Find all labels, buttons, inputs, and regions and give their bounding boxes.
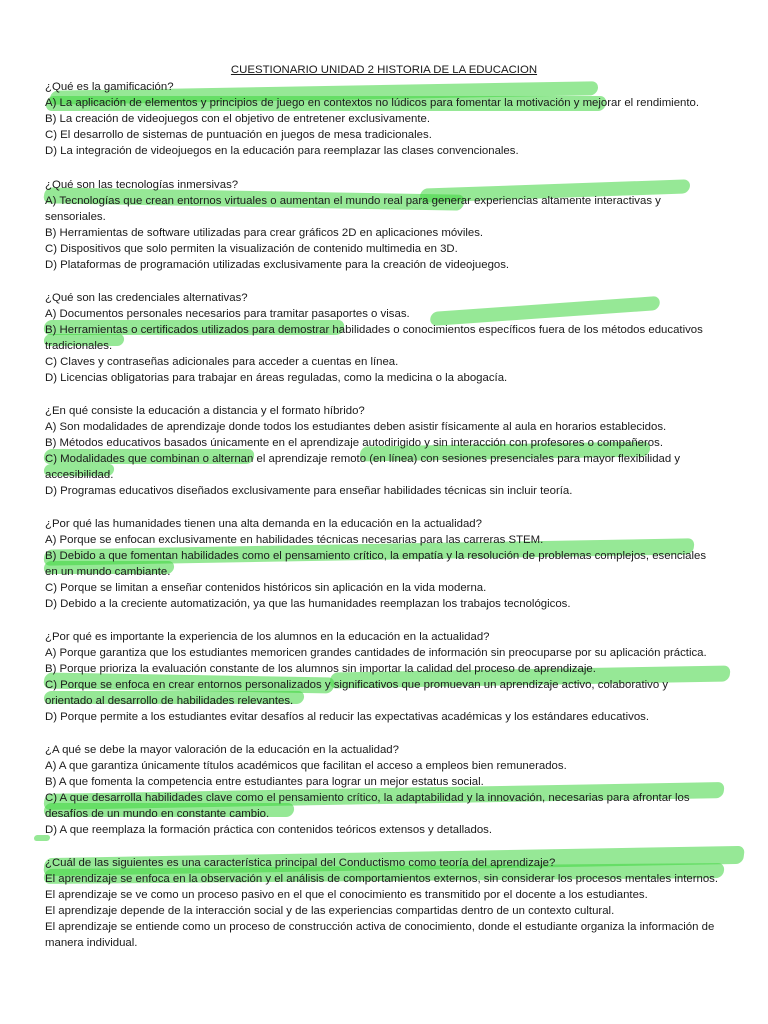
question-4: ¿En qué consiste la educación a distancia y el formato híbrido?	[45, 405, 365, 417]
q4-option-c-cont: accesibilidad.	[45, 469, 114, 481]
q3-option-b-cont: tradicionales.	[45, 340, 113, 352]
q8-option-4: El aprendizaje se entiende como un proceso de construcción activa de conocimiento, donde el estudiante organiza la información de	[45, 921, 715, 933]
q5-option-a: A) Porque se enfocan exclusivamente en habilidades técnicas necesarias para las carreras STEM.	[45, 534, 544, 546]
page-title: CUESTIONARIO UNIDAD 2 HISTORIA DE LA EDUCACION	[230, 64, 538, 76]
q3-option-a: A) Documentos personales necesarios para tramitar pasaportes o visas.	[45, 308, 410, 320]
question-8: ¿Cuál de las siguientes es una característica principal del Conductismo como teoría del aprendizaje?	[45, 857, 556, 869]
q8-option-2: El aprendizaje se ve como un proceso pasivo en el que el conocimiento es transmitido por el docente a los estudiantes.	[45, 889, 648, 901]
q2-option-c: C) Dispositivos que solo permiten la visualización de contenido multimedia en 3D.	[45, 243, 458, 255]
q8-option-4-cont: manera individual.	[45, 937, 138, 949]
question-6: ¿Por qué es importante la experiencia de los alumnos en la educación en la actualidad?	[45, 631, 490, 643]
q7-option-c-cont: desafíos de un mundo en constante cambio.	[45, 808, 270, 820]
q3-option-c: C) Claves y contraseñas adicionales para acceder a cuentas en línea.	[45, 356, 399, 368]
q1-option-c: C) El desarrollo de sistemas de puntuación en juegos de mesa tradicionales.	[45, 129, 432, 141]
q2-option-b: B) Herramientas de software utilizadas para crear gráficos 2D en aplicaciones móviles.	[45, 227, 484, 239]
q7-option-c: C) A que desarrolla habilidades clave como el pensamiento crítico, la adaptabilidad y la innovación, necesarias para afrontar los	[45, 792, 690, 804]
q7-option-a: A) A que garantiza únicamente títulos académicos que facilitan el acceso a empleos bien remunerados.	[45, 760, 567, 772]
q2-option-a-cont: sensoriales.	[45, 211, 106, 223]
question-1: ¿Qué es la gamificación?	[45, 81, 174, 93]
q1-option-d: D) La integración de videojuegos en la educación para reemplazar las clases convencionales.	[45, 145, 519, 157]
q7-option-b: B) A que fomenta la competencia entre estudiantes para lograr un mejor estatus social.	[45, 776, 484, 788]
q7-option-d: D) A que reemplaza la formación práctica con contenidos teóricos extensos y detallados.	[45, 824, 493, 836]
q5-option-d: D) Debido a la creciente automatización, ya que las humanidades reemplazan los trabajos tecnológicos.	[45, 598, 571, 610]
q6-option-c: C) Porque se enfoca en crear entornos personalizados y significativos que promuevan un aprendizaje activo, colaborativo y	[45, 679, 669, 691]
question-2: ¿Qué son las tecnologías inmersivas?	[45, 179, 239, 191]
q4-option-d: D) Programas educativos diseñados exclusivamente para enseñar habilidades técnicas sin incluir teoría.	[45, 485, 573, 497]
q5-option-c: C) Porque se limitan a enseñar contenidos históricos sin aplicación en la vida moderna.	[45, 582, 487, 594]
q6-option-c-cont: orientado al desarrollo de habilidades relevantes.	[45, 695, 294, 707]
q6-option-b: B) Porque prioriza la evaluación constante de los alumnos sin importar la calidad del proceso de aprendizaje.	[45, 663, 596, 675]
q2-option-d: D) Plataformas de programación utilizadas exclusivamente para la creación de videojuegos.	[45, 259, 510, 271]
q4-option-c: C) Modalidades que combinan o alternan el aprendizaje remoto (en línea) con sesiones presenciales para mayor flexibilidad y	[45, 453, 681, 465]
question-7: ¿A qué se debe la mayor valoración de la educación en la actualidad?	[45, 744, 399, 756]
q8-option-1: El aprendizaje se enfoca en la observación y el análisis de comportamientos externos, sin considerar los procesos mentales internos.	[45, 873, 719, 885]
q4-option-a: A) Son modalidades de aprendizaje donde todos los estudiantes deben asistir físicamente al aula en horarios establecidos.	[45, 421, 667, 433]
q5-option-b: B) Debido a que fomentan habilidades como el pensamiento crítico, la empatía y la resolución de problemas complejos, esenciales	[45, 550, 707, 562]
q3-option-b: B) Herramientas o certificados utilizados para demostrar habilidades o conocimientos específicos fuera de los métodos educativos	[45, 324, 703, 336]
q2-option-a: A) Tecnologías que crean entornos virtuales o aumentan el mundo real para generar experiencias altamente interactivas y	[45, 195, 661, 207]
q3-option-d: D) Licencias obligatorias para trabajar en áreas reguladas, como la medicina o la abogacía.	[45, 372, 508, 384]
q5-option-b-cont: en un mundo cambiante.	[45, 566, 171, 578]
q1-option-a: A) La aplicación de elementos y principios de juego en contextos no lúdicos para fomentar la motivación y mejorar el rendimiento.	[45, 97, 700, 109]
q8-option-3: El aprendizaje depende de la interacción social y de las experiencias compartidas dentro de un contexto cultural.	[45, 905, 615, 917]
question-5: ¿Por qué las humanidades tienen una alta demanda en la educación en la actualidad?	[45, 518, 482, 530]
q6-option-d: D) Porque permite a los estudiantes evitar desafíos al reducir las expectativas académicas y los estándares educativos.	[45, 711, 650, 723]
question-3: ¿Qué son las credenciales alternativas?	[45, 292, 248, 304]
q6-option-a: A) Porque garantiza que los estudiantes memoricen grandes cantidades de información sin preocuparse por su aplicación práctica.	[45, 647, 707, 659]
q1-option-b: B) La creación de videojuegos con el objetivo de entretener exclusivamente.	[45, 113, 430, 125]
q4-option-b: B) Métodos educativos basados únicamente en el aprendizaje autodirigido y sin interacción con profesores o compañeros.	[45, 437, 663, 449]
